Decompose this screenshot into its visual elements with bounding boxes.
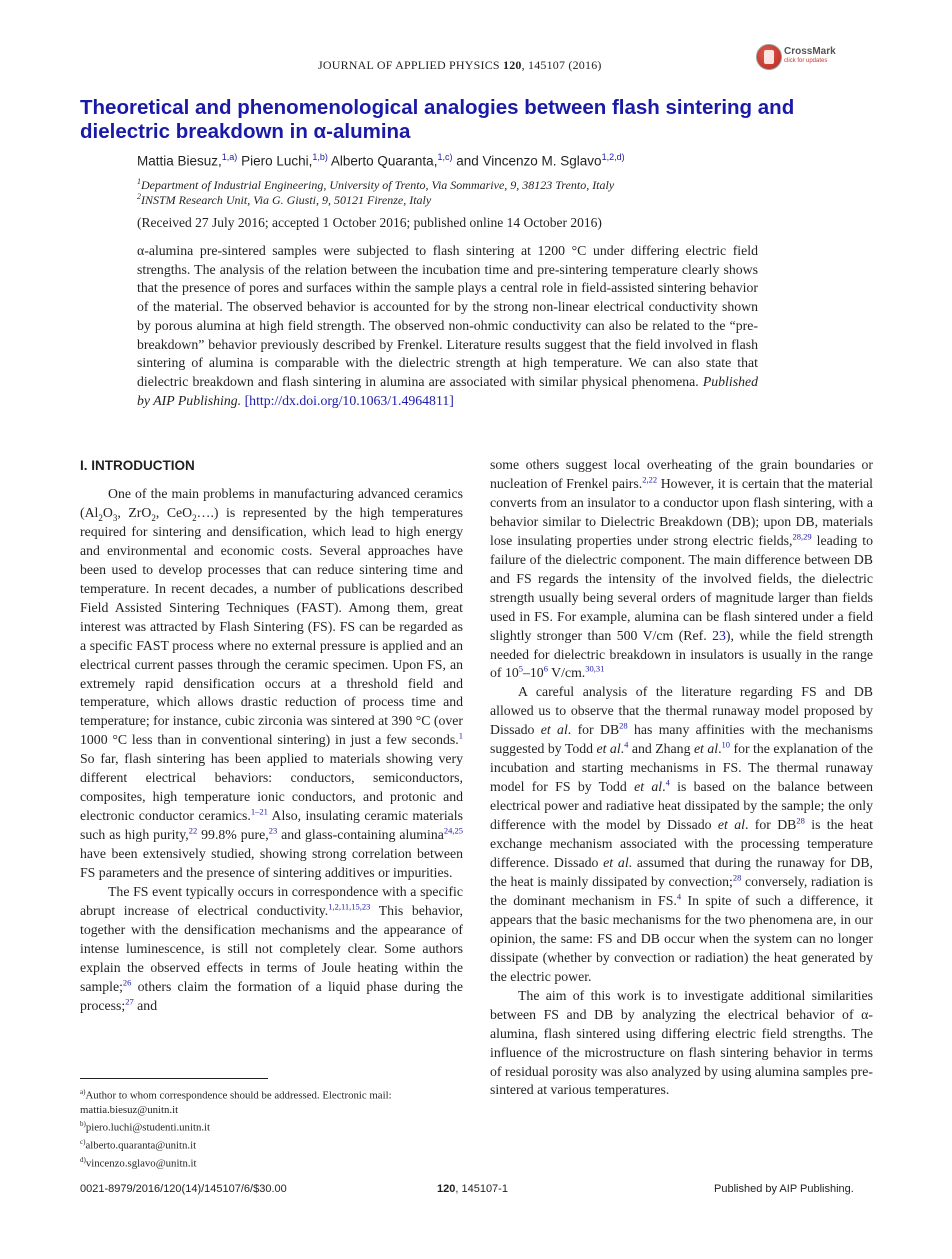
author-list <box>137 152 877 169</box>
author-affil-marker[interactable]: 1,2,d) <box>601 152 625 162</box>
affiliation-marker: 1 <box>137 177 141 186</box>
doi-link[interactable]: [http://dx.doi.org/10.1063/1.4964811] <box>244 392 454 408</box>
author-affil-marker[interactable]: 1,a) <box>221 152 238 162</box>
citation-link[interactable]: 1 <box>458 730 463 741</box>
author-name: Piero Luchi, <box>237 153 313 169</box>
author-affil-marker[interactable]: 1,b) <box>312 152 328 162</box>
received-dates: (Received 27 July 2016; accepted 1 October 2016; published online 14 October 2016) <box>137 215 602 230</box>
paragraph: The aim of this work is to investigate additional similarities between FS and DB by analyzing the electrical behavior of α-alumina, flash sintered using differing electric field strengths. The influence of the microstructure on flash sintering behavior in terms of residual porosity was also analyzed by using alumina samples pre-sintered at various temperatures. <box>490 987 873 1098</box>
footnote: $^{b)}$piero.luchi@studenti.unitn.it <box>80 1120 211 1134</box>
citation-link[interactable]: 4 <box>676 891 682 902</box>
citation-link[interactable]: 23 <box>268 825 278 836</box>
citation-link[interactable]: 24,25 <box>443 825 463 836</box>
section-heading: I. INTRODUCTION <box>80 458 195 473</box>
citation-link[interactable]: 2,22 <box>642 474 658 485</box>
abstract-publisher: Published by AIP Publishing. <box>137 373 758 408</box>
journal-article-info: , 145107 (2016) <box>521 58 602 72</box>
affiliation-marker: 2 <box>137 192 141 201</box>
footnote: $^{d)}$vincenzo.sglavo@unitn.it <box>80 1155 197 1170</box>
article-title: Theoretical and phenomenological analogies between flash sintering and dielectric breakdown in α-alumina <box>80 96 795 143</box>
journal-name: JOURNAL OF APPLIED PHYSICS <box>318 58 500 72</box>
citation-link[interactable]: 26 <box>122 977 132 988</box>
citation-link[interactable]: 23 <box>712 627 726 643</box>
citation-link[interactable]: 28 <box>796 815 805 826</box>
author-name: Mattia Biesuz, <box>137 153 222 169</box>
paragraph: A careful analysis of the literature regarding FS and DB allowed us to observe that the thermal runaway model proposed by Dissado et al. for DB$^{28}$ has many affinities with the mechanisms suggested by Todd et al.$^4$ and Zhang et al.$^{10}$ for the explanation of the incubation and starting mechanisms in FS. The thermal runaway model for FS by Todd et al.$^4$ is based on the balance between electrical power and radiative heat dissipated by the sample; the only difference with the model by Dissado et al. for DB$^{28}$ is the heat exchange mechanism associated with the processing temperature difference. Dissado et al. assumed that during the runaway for DB, the heat is mainly dissipated by convection;$^{28}$ conversely, radiation is the dominant mechanism in FS.$^4$ In spite of such a difference, it appears that the basic mechanisms for the two phenomena are, in our opinion, the same: FS and DB occur when the system can no longer dissipate (whether by convection or radiation) the heat generated by the electric power. <box>490 684 874 984</box>
citation-link[interactable]: 30,31 <box>585 663 605 674</box>
affiliation-text: INSTM Research Unit, Via G. Giusti, 9, 50121 Firenze, Italy <box>141 193 432 207</box>
abstract-text: α-alumina pre-sintered samples were subjected to flash sintering at 1200 °C under differing electric field strengths. The analysis of the relation between the incubation time and pre-sintering temperature clearly shows that the presence of pores and surfaces within the sample plays a central role in field-assisted sintering behavior of the material. The observed behavior is accounted for by the strong non-linear electrical conductivity shown by porous alumina at high field strength. The observed non-ohmic conductivity can also be related to the “pre-breakdown” behavior previously described by Frenkel. Literature results suggest that the field involved in flash sintering of alumina is comparable with the dielectric strength at high temperature. We can also state that dielectric breakdown and flash sintering in alumina are associated with similar physical phenomena. <box>137 243 758 389</box>
running-header <box>318 58 638 73</box>
author-name: and Vincenzo M. Sglavo <box>452 153 602 169</box>
citation-link[interactable]: 1,2,11,15,23 <box>328 901 371 912</box>
crossmark-icon <box>756 44 782 70</box>
crossmark-badge[interactable] <box>756 44 866 72</box>
affiliation <box>137 189 877 208</box>
citation-link[interactable]: 28 <box>732 872 742 883</box>
citation-link[interactable]: 27 <box>125 996 134 1007</box>
footnote: $^{c)}$alberto.quaranta@unitn.it <box>80 1137 197 1152</box>
citation-link[interactable]: 4 <box>665 777 670 788</box>
paragraph: One of the main problems in manufacturing advanced ceramics ($Al_2O_3$, ZrO$_2$, CeO$_2$….) is represented by the high temperatures required for sintering and densification, which lead to high energy and environmental and economic costs. Several approaches have been used to develop processes that can reduce sintering time and temperature. In recent decades, a number of publications described Field Assisted Sintering Techniques (FAST). Among them, great interest was attracted by Flash Sintering (FS). FS can be regarded as a specific FAST process where no external pressure is applied and an electrical current passes through the ceramic specimen. Upon FS, an extremely rapid densification occurs at a threshold field and temperature, which allows drastic reduction of process time and temperature; for instance, cubic zirconia was sintered at 390 °C (over 1000 °C less than in conventional sintering) in just a few seconds.$^1$ So far, flash sintering has been applied to materials showing very different electrical behaviors: conductors, semiconductors, composites, high temperature ionic conductors, and protonic and electronic conductor ceramics.$^{1-21}$ Also, insulating ceramic materials such as high purity,$^{22}$ 99.8% pure,$^{23}$ and glass-containing alumina$^{24,25}$ have been extensively studied, showing strong correlation between FS parameters and the presence of sintering additives or impurities. <box>80 486 463 881</box>
abstract <box>137 242 758 410</box>
author-affil-marker[interactable]: 1,c) <box>437 152 453 162</box>
citation-link[interactable]: 4 <box>624 739 629 750</box>
citation-link[interactable]: 10 <box>721 739 731 750</box>
body-column-left <box>80 485 463 1016</box>
journal-volume: 120 <box>503 58 522 72</box>
body-column-right <box>490 456 873 1100</box>
author-name: Alberto Quaranta, <box>327 153 438 169</box>
citation-link[interactable]: 28 <box>619 720 628 731</box>
crossmark-subtitle: click for updates <box>784 58 828 64</box>
footer-page-id: 120, 145107-1 <box>437 1183 508 1195</box>
footer-publisher: Published by AIP Publishing. <box>714 1183 854 1195</box>
crossmark-title: CrossMark <box>784 46 836 57</box>
paragraph: The FS event typically occurs in correspondence with a specific abrupt increase of electrical conductivity.$^{1,2,11,15,23}$ This behavior, together with the densification mechanisms and the appearance of intense luminescence, is still not completely clear. Some authors explain the observed effects in terms of Joule heating within the sample;$^{26}$ others claim the formation of a liquid phase during the process;$^{27}$ and <box>80 884 464 1013</box>
citation-link[interactable]: 22 <box>188 825 198 836</box>
footnote: $^{a)}$Author to whom correspondence should be addressed. Electronic mail: mattia.biesuz@unitn.it <box>80 1088 392 1116</box>
affiliation-text: Department of Industrial Engineering, University of Trento, Via Sommarive, 9, 38123 Trento, Italy <box>141 178 615 192</box>
paragraph: some others suggest local overheating of the grain boundaries or nucleation of Frenkel pairs.$^{2,22}$ However, it is certain that the material converts from an insulator to a conductor upon flash sintering, with a behavior similar to Dielectric Breakdown (DB); upon DB, materials lose insulating properties under strong electric fields,$^{28,29}$ leading to failure of the dielectric component. The main difference between DB and FS regards the intensity of the involved fields, the dielectric strength usually being several orders of magnitude larger than fields used in FS. For example, alumina can be flash sintered under a field slightly stronger than 500 V/cm (Ref. 23), while the field strength needed for dielectric breakdown in insulators is usually in the range of $10^5-10^6$ V/cm.$^{30,31}$ <box>490 457 874 681</box>
citation-link[interactable]: 28,29 <box>792 531 812 542</box>
citation-link[interactable]: 1–21 <box>250 806 268 817</box>
footnotes <box>80 1085 463 1170</box>
footnote-divider <box>80 1078 268 1079</box>
footer-issn: 0021-8979/2016/120(14)/145107/6/$30.00 <box>80 1183 287 1195</box>
